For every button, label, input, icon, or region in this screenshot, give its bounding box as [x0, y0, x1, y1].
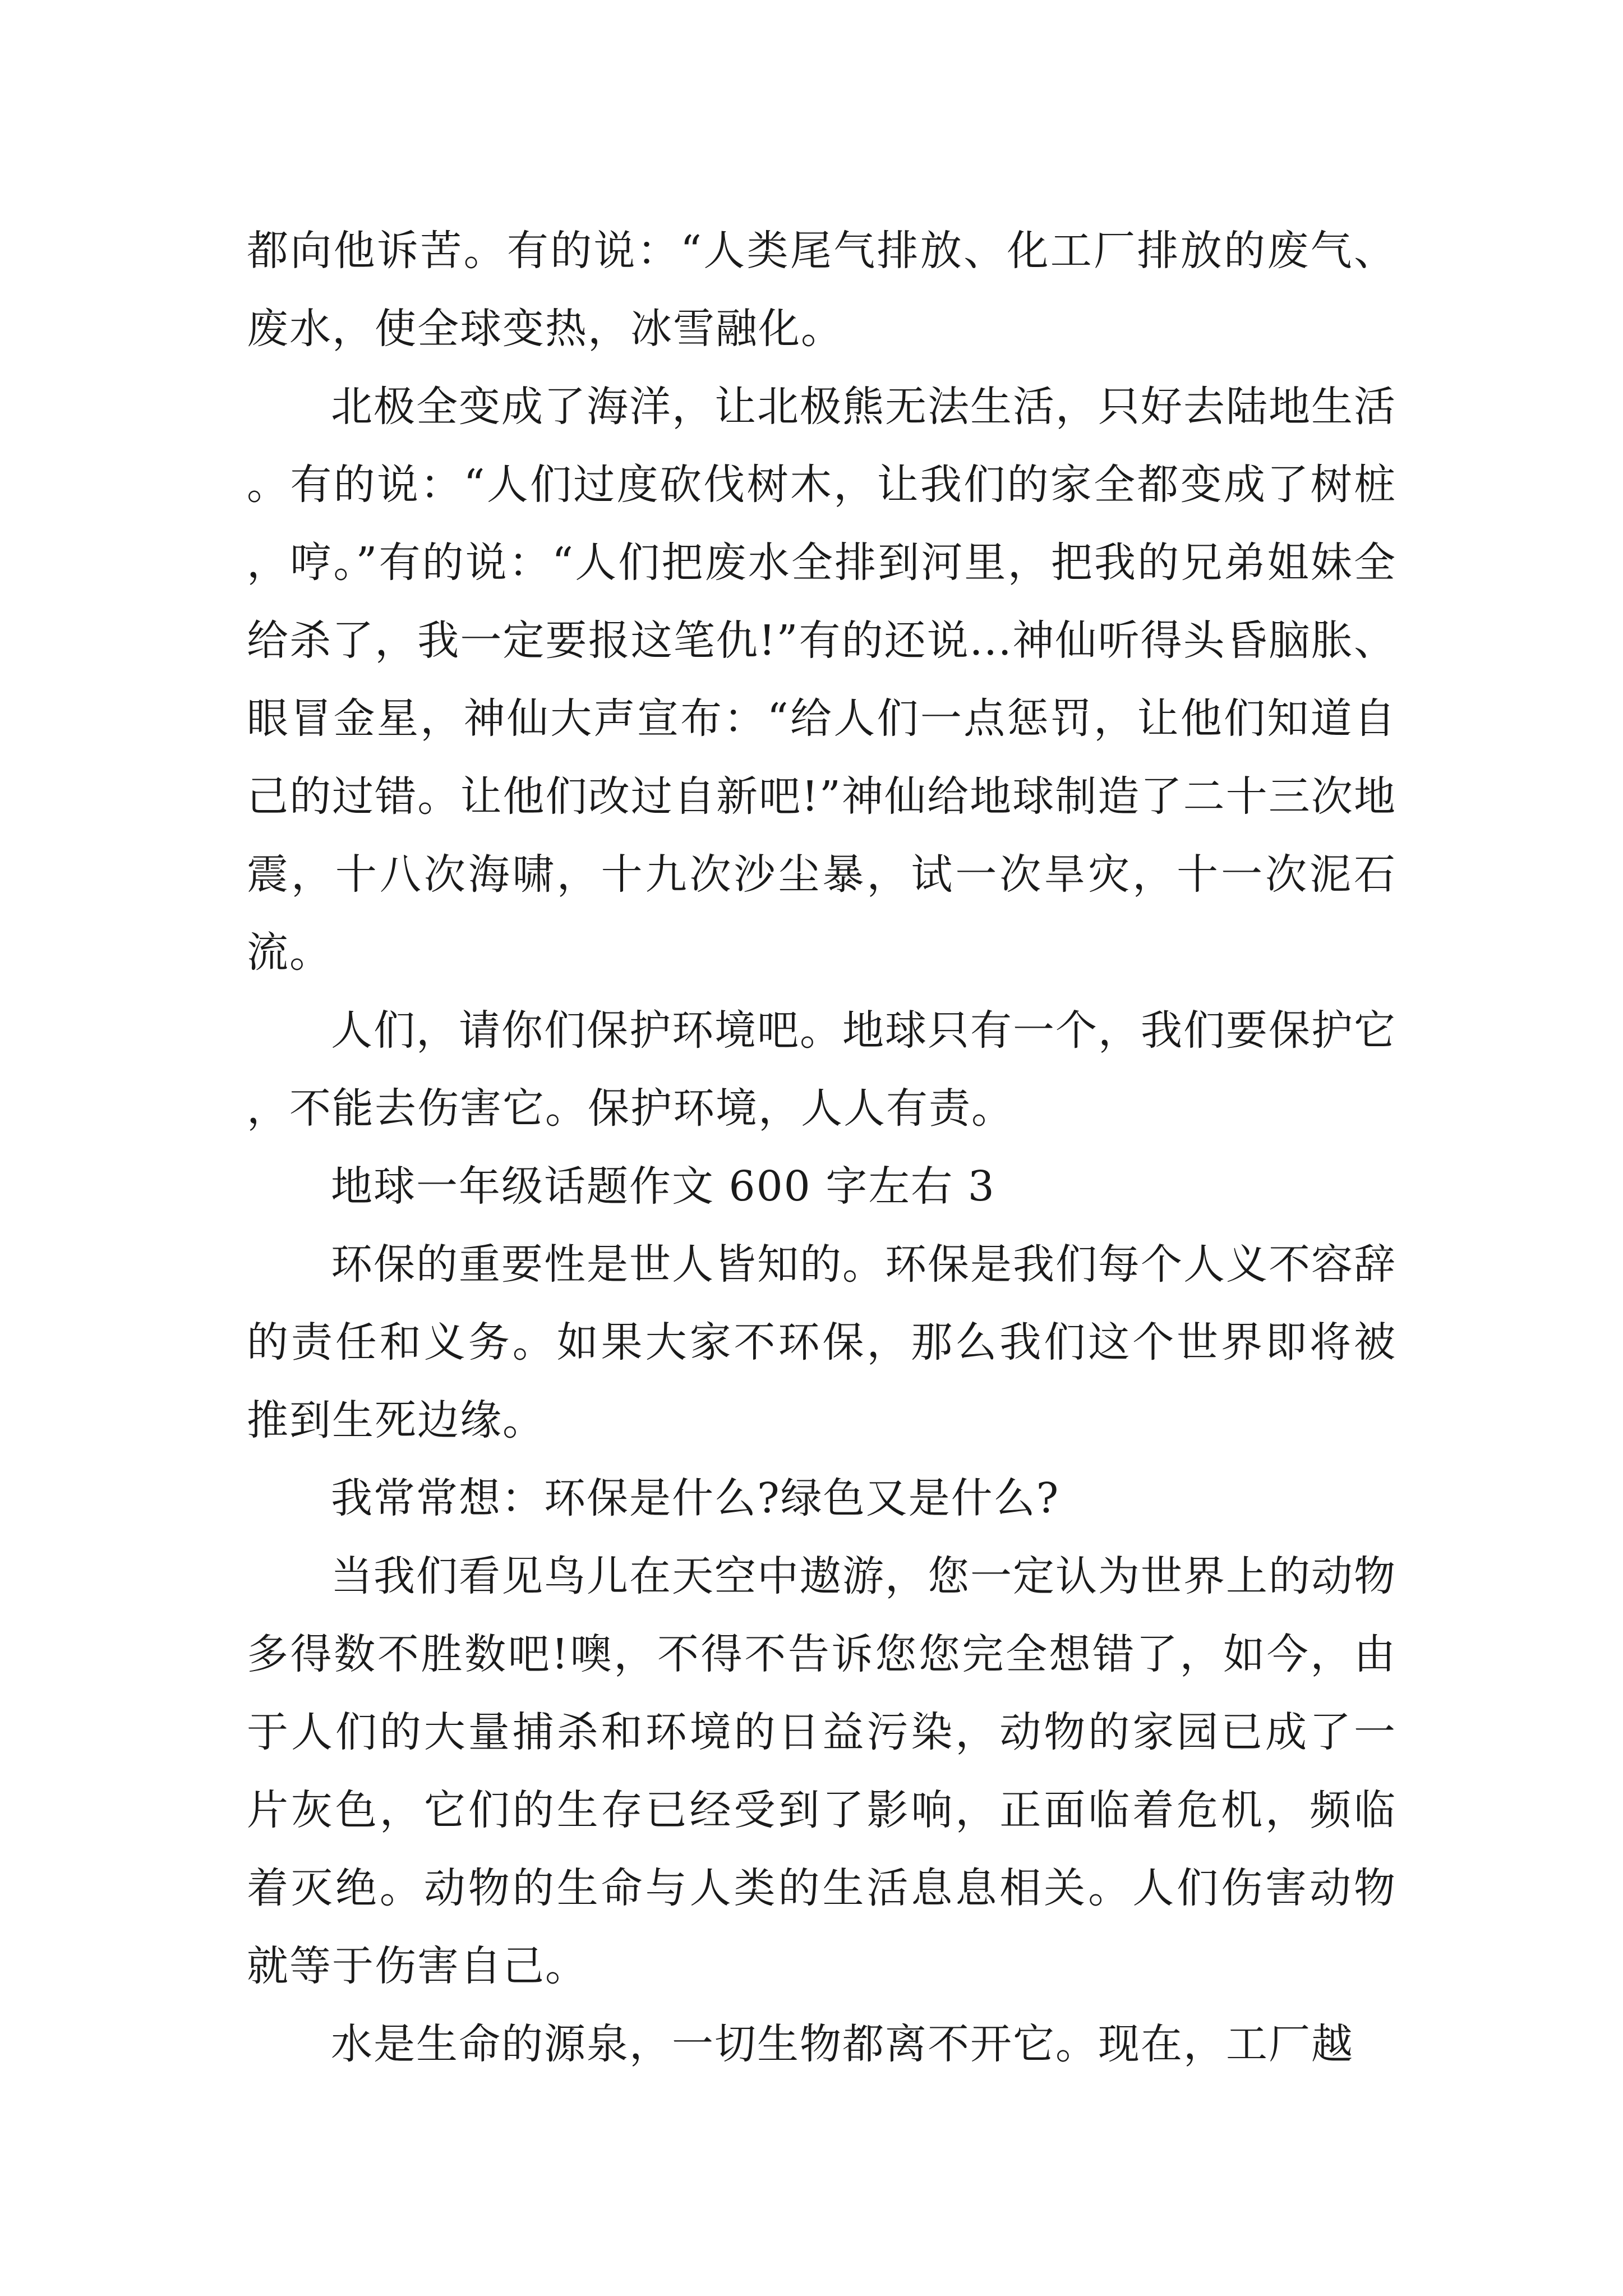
- paragraph-water: 水是生命的源泉，一切生物都离不开它。现在，工厂越: [331, 2020, 1354, 2068]
- paragraph-arctic: 北极全变成了海洋，让北极熊无法生活，只好去陆地生活。有的说：“人们过度砍伐树木，让我们的家全都变成了树桩，哼。”有的说：“人们把废水全排到河里，把我的兄弟姐妹全给杀了，我一定要报这笔仇!”有的还说...神仙听得头昏脑胀、眼冒金星，神仙大声宣布：“给人们一点惩罚，让他们知道自己的过错。让他们改过自新吧!”神仙给地球制造了二十三次地震，十八次海啸，十九次沙尘暴，试一次旱灾，十一次泥石流。: [247, 383, 1396, 977]
- document-body: [247, 212, 1396, 2083]
- paragraph-protect-environment: 人们，请你们保护环境吧。地球只有一个，我们要保护它，不能去伤害它。保护环境，人人有责。: [247, 1006, 1396, 1133]
- essay-heading: 地球一年级话题作文 600 字左右 3: [331, 1162, 995, 1211]
- paragraph-question: 我常常想：环保是什么?绿色又是什么?: [331, 1474, 1060, 1522]
- paragraph-importance: 环保的重要性是世人皆知的。环保是我们每个人义不容辞的责任和义务。如果大家不环保，那么我们这个世界即将被推到生死边缘。: [247, 1240, 1396, 1444]
- paragraph-animals: 当我们看见鸟儿在天空中遨游，您一定认为世界上的动物多得数不胜数吧!噢，不得不告诉您您完全想错了，如今，由于人们的大量捕杀和环境的日益污染，动物的家园已成了一片灰色，它们的生存已经受到了影响，正面临着危机，频临着灭绝。动物的生命与人类的生活息息相关。人们伤害动物就等于伤害自己。: [247, 1552, 1396, 1990]
- paragraph-continuation: 都向他诉苦。有的说：“人类尾气排放、化工厂排放的废气、废水，使全球变热，冰雪融化。: [247, 227, 1396, 353]
